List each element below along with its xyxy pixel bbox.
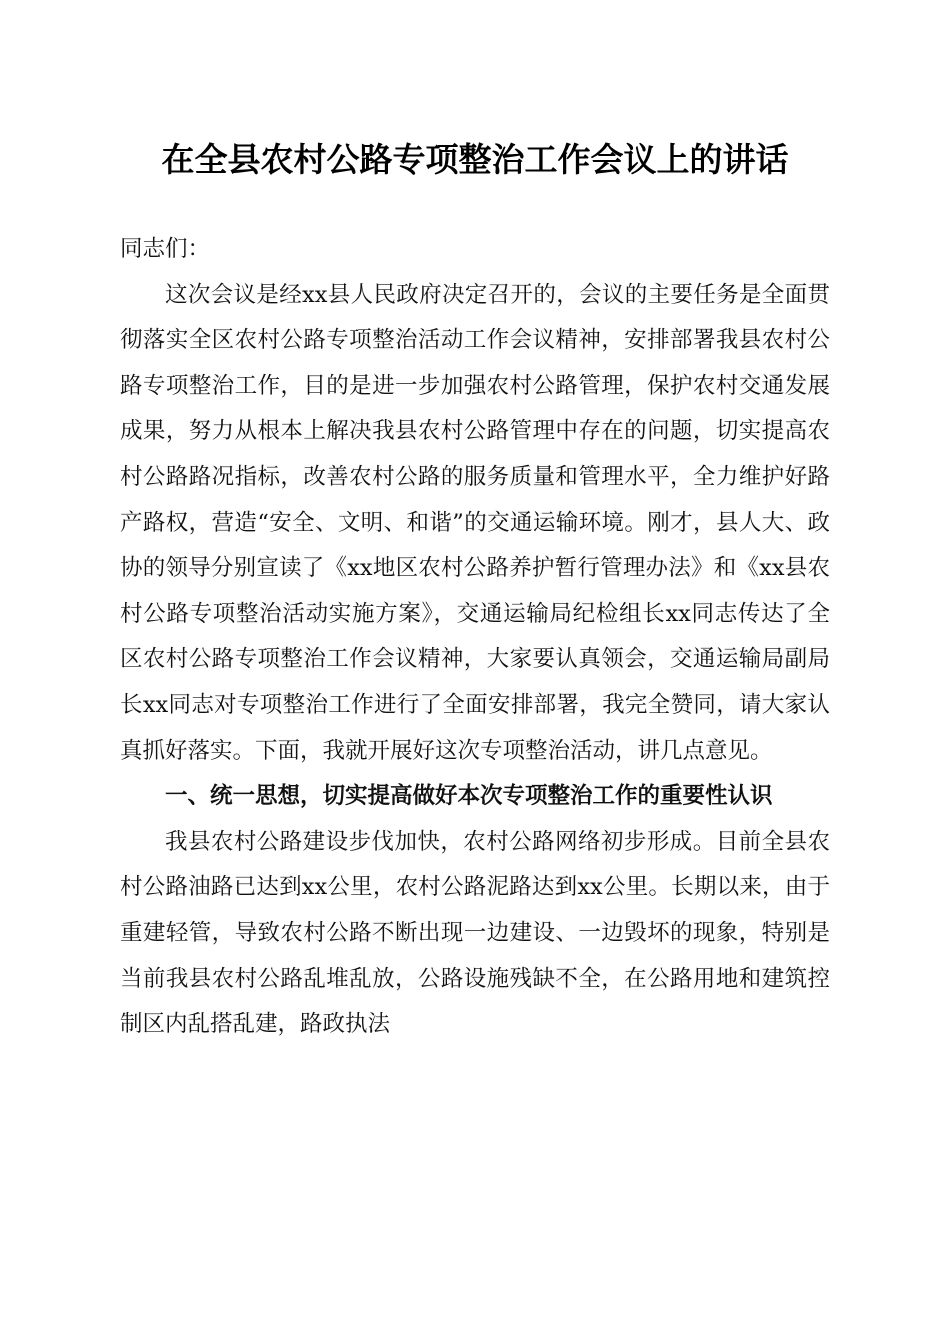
salutation: 同志们：: [120, 236, 211, 262]
section-heading-1: 一、统一思想，切实提高做好本次专项整治工作的重要性认识: [165, 783, 773, 810]
document-title: 在全县农村公路专项整治工作会议上的讲话: [161, 140, 789, 179]
opening-paragraph: 这次会议是经xx县人民政府决定召开的，会议的主要任务是全面贯彻落实全区农村公路专项整治活动工作会议精神，安排部署我县农村公路专项整治工作，目的是进一步加强农村公路管理，保护农村交通发展成果，努力从根本上解决我县农村公路管理中存在的问题，切实提高农村公路路况指标，改善农村公路的服务质量和管理水平，全力维护好路产路权，营造“安全、文明、和谐”的交通运输环境。刚才，县人大、政协的领导分别宣读了《xx地区农村公路养护暂行管理办法》和《xx县农村公路专项整治活动实施方案》，交通运输局纪检组长xx同志传达了全区农村公路专项整治工作会议精神，大家要认真领会，交通运输局副局长xx同志对专项整治工作进行了全面安排部署，我完全赞同，请大家认真抓好落实。下面，我就开展好这次专项整治活动，讲几点意见。: [120, 281, 830, 764]
section-1-paragraph: 我县农村公路建设步伐加快，农村公路网络初步形成。目前全县农村公路油路已达到xx公里，农村公路泥路达到xx公里。长期以来，由于重建轻管，导致农村公路不断出现一边建设、一边毁坏的现象，特别是当前我县农村公路乱堆乱放，公路设施残缺不全，在公路用地和建筑控制区内乱搭乱建，路政执法: [120, 828, 830, 1038]
document-body: [120, 227, 830, 1048]
